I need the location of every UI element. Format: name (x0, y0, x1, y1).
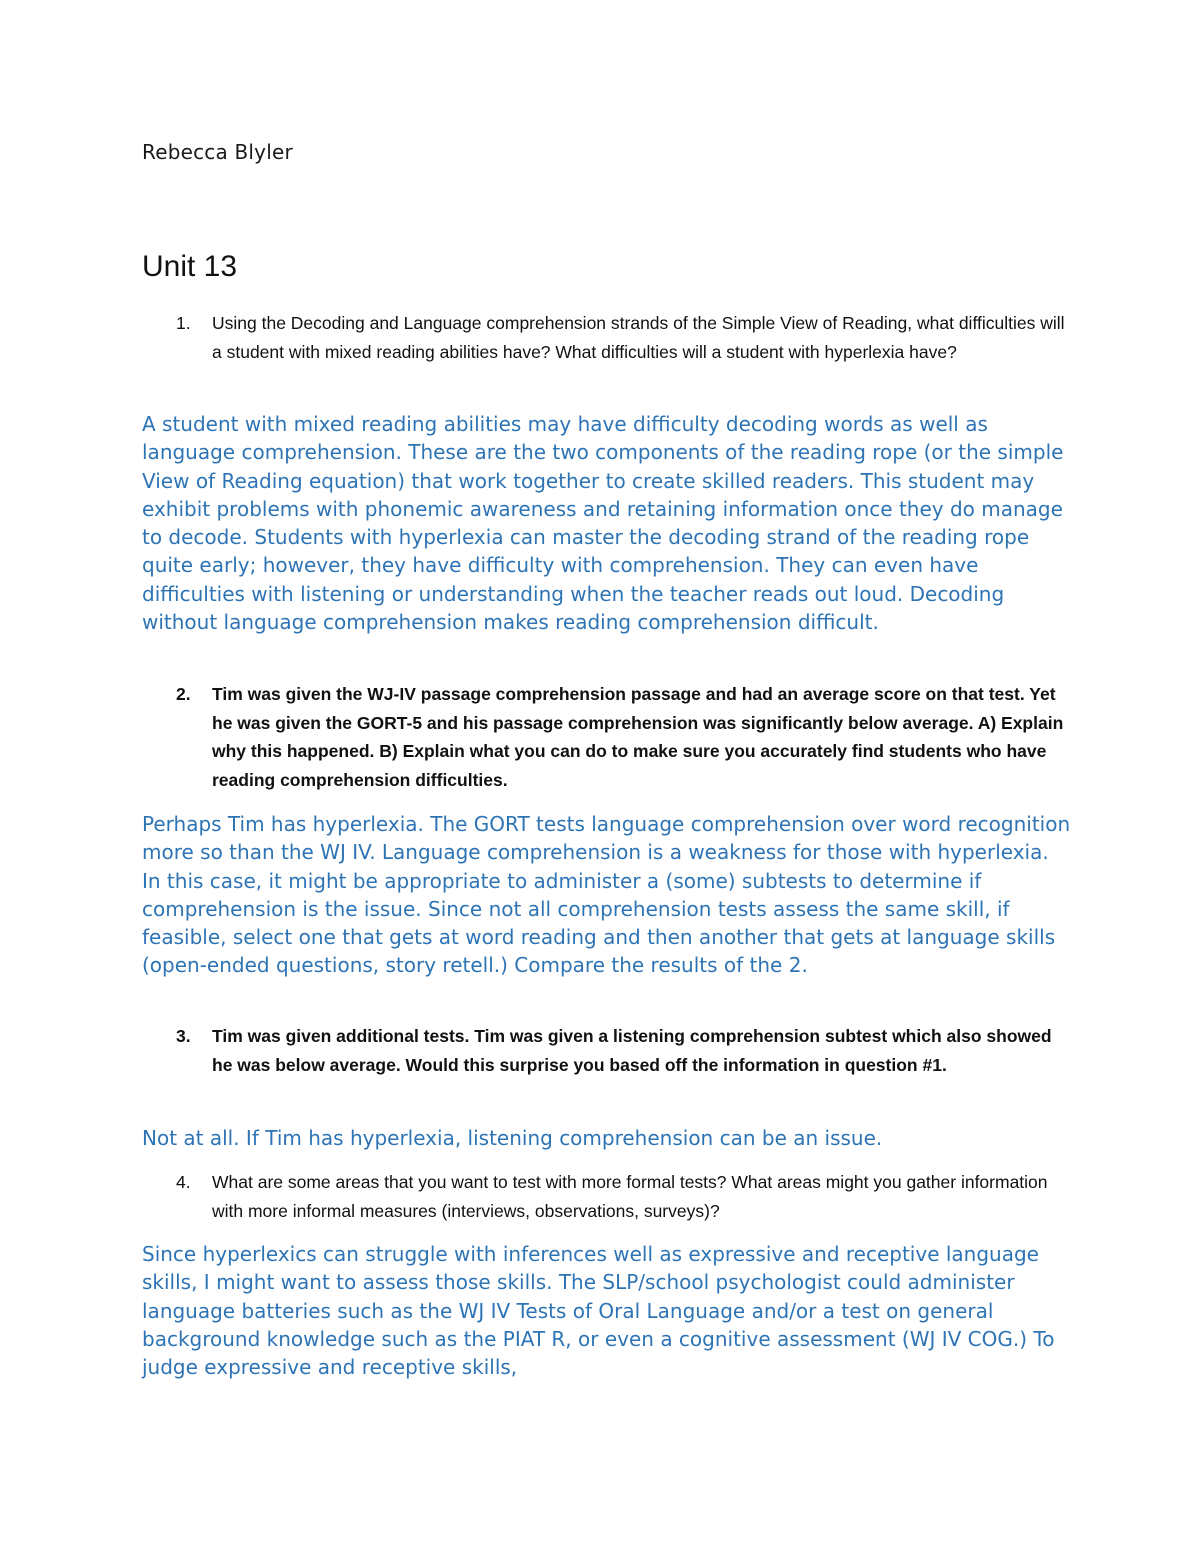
question-text: Using the Decoding and Language comprehension strands of the Simple View of Reading, what difficulties will a student with mixed reading abilities have? What difficulties will a student with hyperlexia have? (212, 313, 1065, 362)
answer-3: Not at all. If Tim has hyperlexia, listening comprehension can be an issue. (142, 1126, 883, 1150)
question-number: 3. (176, 1026, 191, 1046)
question-text: Tim was given additional tests. Tim was given a listening comprehension subtest which also showed he was below average. Would this surprise you based off the information in question #1. (212, 1026, 1052, 1075)
question-number: 1. (176, 313, 191, 333)
question-number: 4. (176, 1172, 191, 1192)
question-text: Tim was given the WJ-IV passage comprehension passage and had an average score on that test. Yet he was given the GORT-5 and his passage comprehension was significantly below average. A) Explain why this happened. B) Explain what you can do to make sure you accurately find students who have reading comprehension difficulties. (212, 684, 1064, 790)
question-2 (142, 680, 1072, 794)
unit-title: Unit 13 (142, 250, 238, 283)
answer-1: A student with mixed reading abilities may have difficulty decoding words as well as language comprehension. These are the two components of the reading rope (or the simple View of Reading equation) that work together to create skilled readers. This student may exhibit problems with phonemic awareness and retaining information once they do manage to decode. Students with hyperlexia can master the decoding strand of the reading rope quite early; however, they have difficulty with comprehension. They can even have difficulties with listening or understanding when the teacher reads out loud. Decoding without language comprehension makes reading comprehension difficult. (142, 412, 1064, 635)
author-name: Rebecca Blyler (142, 140, 293, 164)
answer-4: Since hyperlexics can struggle with inferences well as expressive and receptive language skills, I might want to assess those skills. The SLP/school psychologist could administer language batteries such as the WJ IV Tests of Oral Language and/or a test on general background knowledge such as the PIAT R, or even a cognitive assessment (WJ IV COG.) To judge expressive and receptive skills, (142, 1242, 1055, 1380)
question-4 (142, 1168, 1072, 1225)
question-number: 2. (176, 684, 191, 704)
question-1 (142, 309, 1072, 366)
question-text: What are some areas that you want to test with more formal tests? What areas might you gather information with more informal measures (interviews, observations, surveys)? (212, 1172, 1048, 1221)
question-3 (142, 1022, 1072, 1079)
answer-2: Perhaps Tim has hyperlexia. The GORT tests language comprehension over word recognition more so than the WJ IV. Language comprehension is a weakness for those with hyperlexia. In this case, it might be appropriate to administer a (some) subtests to determine if comprehension is the issue. Since not all comprehension tests assess the same skill, if feasible, select one that gets at word reading and then another that gets at language skills (open-ended questions, story retell.) Compare the results of the 2. (142, 812, 1071, 978)
